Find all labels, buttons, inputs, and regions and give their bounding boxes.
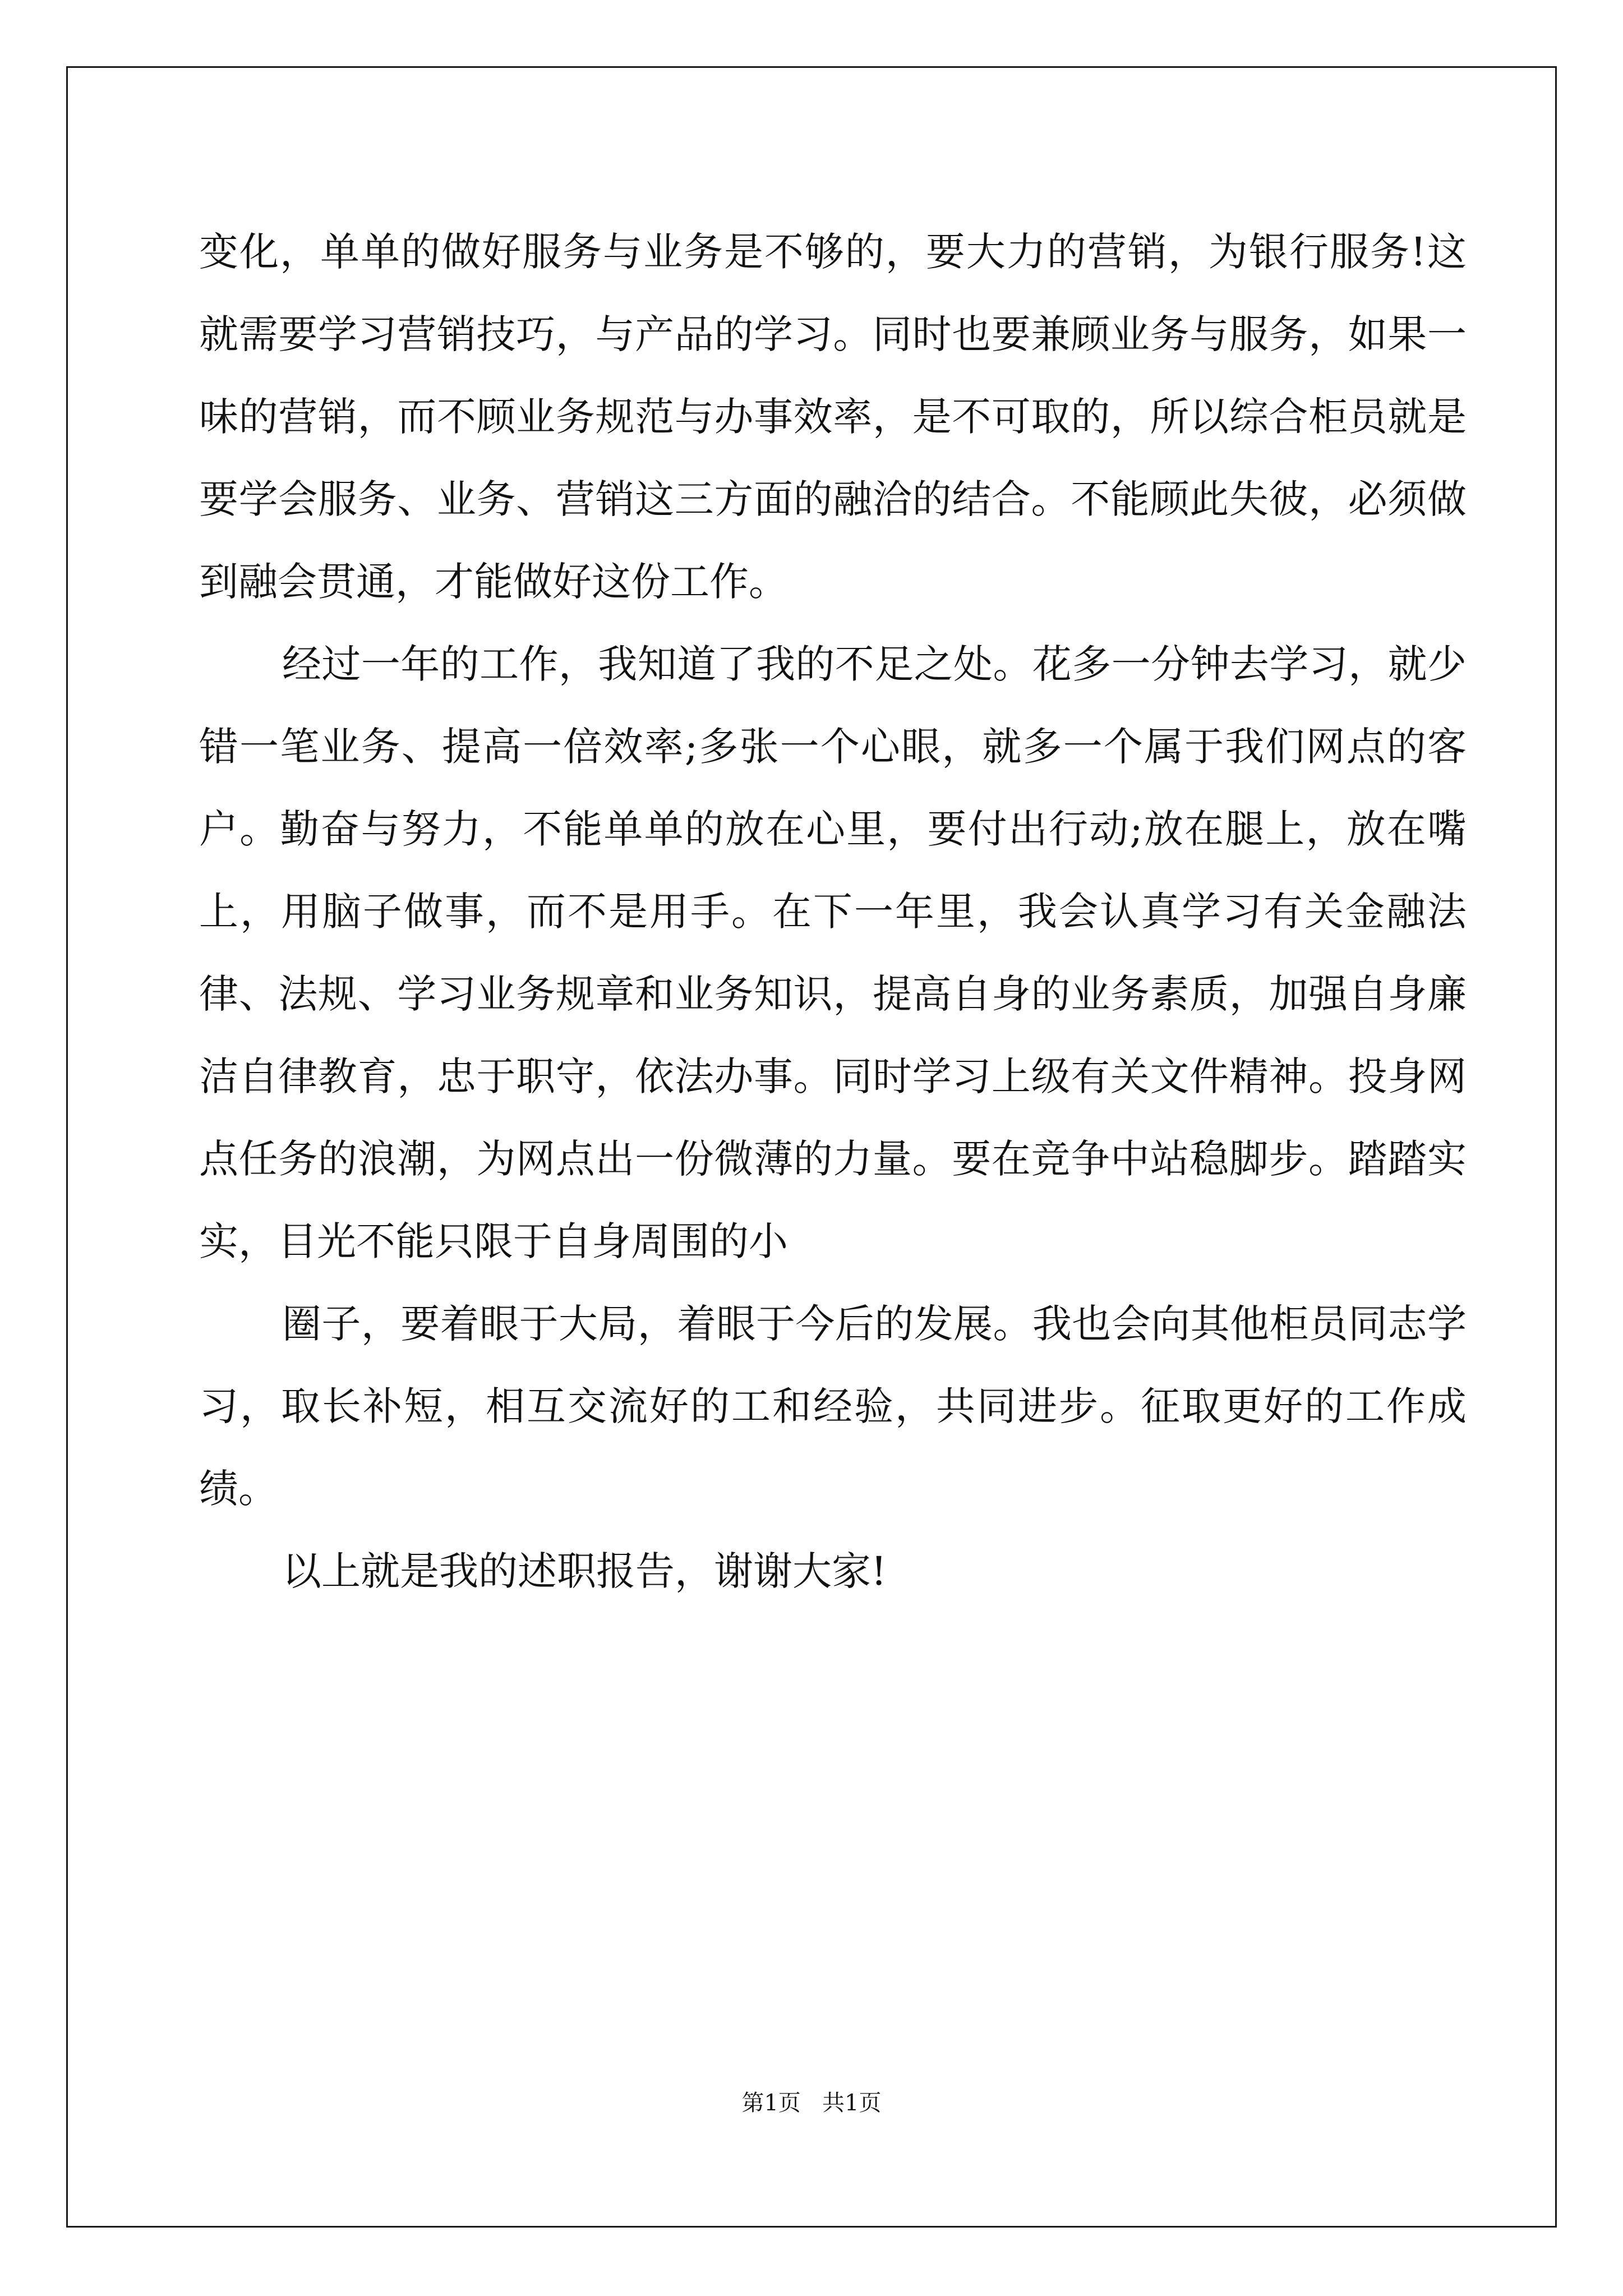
- paragraph-3: 圈子，要着眼于大局，着眼于今后的发展。我也会向其他柜员同志学习，取长补短，相互交流好的工和经验，共同进步。征取更好的工作成绩。: [199, 1301, 1467, 1512]
- page-number-footer: 第1页 共1页: [741, 2090, 882, 2116]
- document-body: [199, 211, 1467, 1613]
- paragraph-2: 经过一年的工作，我知道了我的不足之处。花多一分钟去学习，就少错一笔业务、提高一倍效率;多张一个心眼，就多一个属于我们网点的客户。勤奋与努力，不能单单的放在心里，要付出行动;放在腿上，放在嘴上，用脑子做事，而不是用手。在下一年里，我会认真学习有关金融法律、法规、学习业务规章和业务知识，提高自身的业务素质，加强自身廉洁自律教育，忠于职守，依法办事。同时学习上级有关文件精神。投身网点任务的浪潮，为网点出一份微薄的力量。要在竞争中站稳脚步。踏踏实实，目光不能只限于自身周围的小: [199, 641, 1467, 1264]
- paragraph-1: 变化，单单的做好服务与业务是不够的，要大力的营销，为银行服务!这就需要学习营销技巧，与产品的学习。同时也要兼顾业务与服务，如果一味的营销，而不顾业务规范与办事效率，是不可取的，所以综合柜员就是要学会服务、业务、营销这三方面的融洽的结合。不能顾此失彼，必须做到融会贯通，才能做好这份工作。: [199, 229, 1467, 605]
- paragraph-4: 以上就是我的述职报告，谢谢大家!: [282, 1548, 887, 1594]
